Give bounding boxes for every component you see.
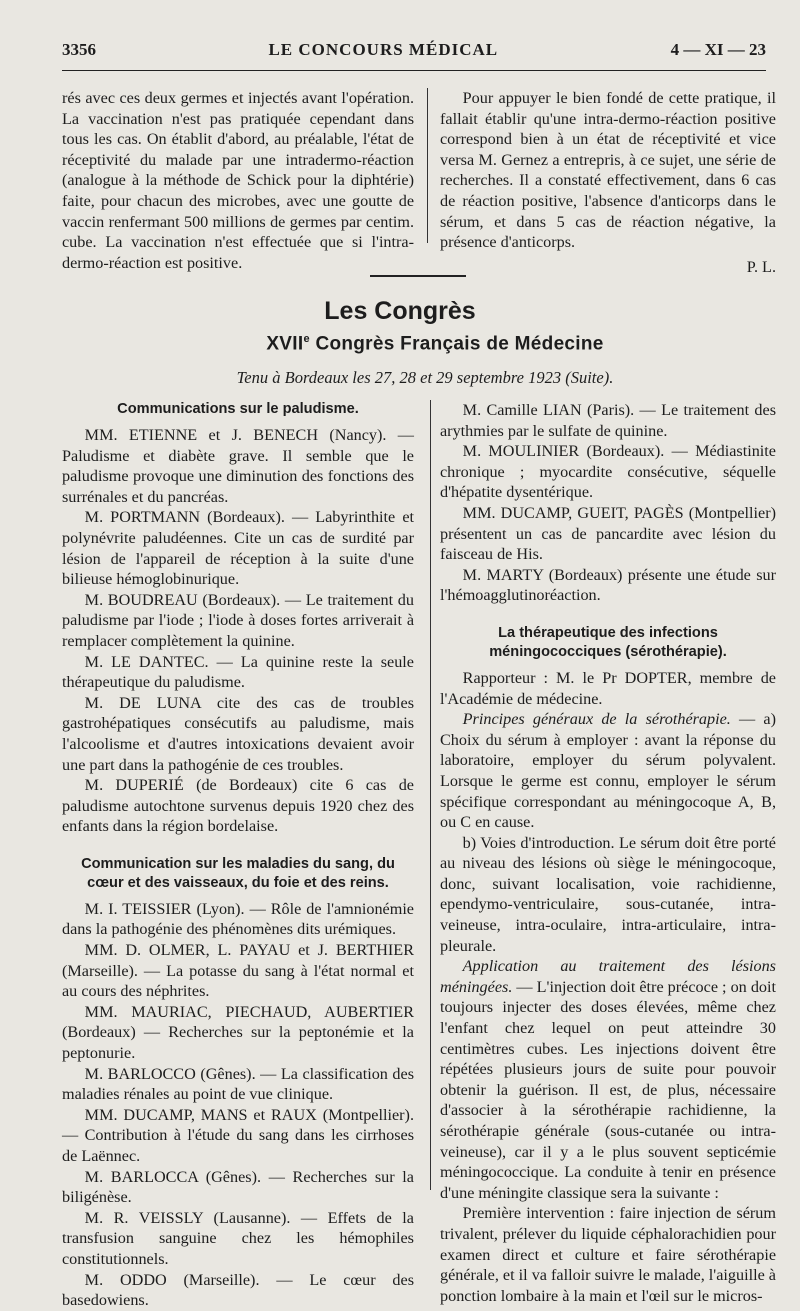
paragraph: M. R. VEISSLY (Lausanne). — Effets de la transfusion sanguine chez les hémophiles constitutionnels.: [62, 1208, 414, 1268]
paragraph: M. MARTY (Bordeaux) présente une étude sur l'hémoagglutinoréaction.: [440, 565, 776, 605]
congress-dates: Tenu à Bordeaux les 27, 28 et 29 septembre 1923 (Suite).: [236, 368, 614, 387]
section-separator: [370, 275, 466, 277]
column-divider: [430, 400, 431, 1190]
paragraph: MM. D. OLMER, L. PAYAU et J. BERTHIER (Marseille). — La potasse du sang à l'état normal et au cours des néphrites.: [62, 941, 414, 1001]
paragraph: Pour appuyer le bien fondé de cette pratique, il fallait établir qu'une intra-dermo-réaction positive correspond bien à un état de réceptivité et vice versa M. Gernez a entrepris, à ce sujet, une série de recherches. Il a constaté effectivement, dans 6 cas de réaction positive, l'absence d'anticorps dans le sérum, et dans 5 cas de réaction négative, la présence d'anticorps.: [440, 89, 776, 252]
paragraph: M. DUPERIÉ (de Bordeaux) cite 6 cas de paludisme autochtone survenus depuis 1920 chez des enfants dans la région bordelaise.: [62, 776, 414, 836]
run-in-heading: Principes généraux de la sérothérapie.: [462, 710, 731, 729]
subsection-heading: Communication sur les maladies du sang, du cœur et des vaisseaux, du foie et des reins.: [81, 855, 395, 891]
page-number: 3356: [62, 40, 96, 59]
page-header: [62, 40, 766, 71]
paragraph: MM. ETIENNE et J. BENECH (Nancy). — Paludisme et diabète grave. Il semble que le paludisme provoque une diminution des fonctions des surrénales et du pancréas.: [62, 426, 414, 506]
paragraph: M. MOULINIER (Bordeaux). — Médiastinite chronique ; myocardite consécutive, séquelle d'hépatite dysentérique.: [440, 442, 776, 502]
column-divider: [427, 88, 428, 243]
main-left-column: [62, 400, 414, 1311]
congress-title: XVIIe Congrès Français de Médecine: [266, 333, 604, 355]
signature: P. L.: [746, 257, 776, 276]
section-title: Les Congrès: [324, 297, 476, 325]
paragraph: Principes généraux de la sérothérapie. — a) Choix du sérum à employer : avant la réponse du laboratoire, employer du sérum polyvalent. Lorsque le germe est connu, employer le sérum spécifique correspondant au méningocoque A, B, ou C en cause.: [440, 710, 777, 832]
journal-title: LE CONCOURS MÉDICAL: [268, 40, 499, 59]
paragraph: rés avec ces deux germes et injectés avant l'opération. La vaccination n'est pas pratiquée cependant dans tous les cas. On établit d'abord, au préalable, l'état de réceptivité du malade par une intradermo-réaction (analogue à la méthode de Schick pour la diphtérie) faite, pour chacun des microbes, avec une goutte de vaccin renfermant 500 millions de germes par centim. cube. La vaccination n'est effectuée que si l'intra-dermo-réaction est positive.: [62, 89, 414, 272]
subsection-heading: Communications sur le paludisme.: [117, 401, 359, 417]
paragraph: M. BOUDREAU (Bordeaux). — Le traitement du paludisme par l'iode ; l'iode à doses fortes arriverait à remplacer complètement la quinine.: [62, 590, 414, 650]
paragraph: M. I. TEISSIER (Lyon). — Rôle de l'amnionémie dans la pathogénie des phénomènes dits urémiques.: [62, 899, 414, 939]
top-left-column: [62, 88, 414, 273]
paragraph: M. BARLOCCO (Gênes). — La classification des maladies rénales au point de vue clinique.: [62, 1064, 414, 1104]
paragraph: M. DE LUNA cite des cas de troubles gastrohépatiques consécutifs au paludisme, mais l'alcoolisme et d'autres intoxications devaient avoir une part dans la pathogénie de ces troubles.: [62, 693, 414, 774]
paragraph: MM. DUCAMP, GUEIT, PAGÈS (Montpellier) présentent un cas de pancardite avec lésion du faisceau de His.: [440, 503, 776, 564]
subsection-heading: La thérapeutique des infections méningococciques (sérothérapie).: [489, 624, 727, 660]
run-in-heading: Application au traitement des lésions méningées.: [440, 957, 776, 996]
paragraph: M. ODDO (Marseille). — Le cœur des basedowiens.: [62, 1270, 414, 1310]
paragraph: M. LE DANTEC. — La quinine reste la seule thérapeutique du paludisme.: [62, 652, 414, 692]
paragraph: b) Voies d'introduction. Le sérum doit être porté au niveau des lésions où siège le méningocoque, donc, suivant localisation, voie rachidienne, ependymo-ventriculaire, sous-cutanée, intra-veineuse, intra-oculaire, intra-articulaire, intra-pleurale.: [440, 833, 776, 955]
paragraph: Première intervention : faire injection de sérum trivalent, prélever du liquide céphalorachidien pour examen direct et culture et faire sérothérapie générale, et il va falloir suivre le malade, l'aiguille à ponction lombaire à la main et l'œil sur le micros-: [440, 1204, 776, 1305]
top-right-column: [440, 88, 776, 277]
paragraph: Rapporteur : M. le Pr DOPTER, membre de l'Académie de médecine.: [440, 668, 776, 708]
paragraph: M. PORTMANN (Bordeaux). — Labyrinthite et polynévrite paludéennes. Cite un cas de surdité par lésion de l'appareil de réception à la suite d'une bilieuse hémoglobinurique.: [62, 508, 414, 589]
paragraph: MM. DUCAMP, MANS et RAUX (Montpellier). — Contribution à l'étude du sang dans les cirrhoses de Laënnec.: [62, 1105, 414, 1165]
paragraph: MM. MAURIAC, PIECHAUD, AUBERTIER (Bordeaux) — Recherches sur la peptonémie et la peptonurie.: [62, 1002, 414, 1063]
issue-date: 4 — XI — 23: [670, 40, 766, 59]
paragraph: M. BARLOCCA (Gênes). — Recherches sur la biligénèse.: [62, 1167, 414, 1207]
paragraph: M. Camille LIAN (Paris). — Le traitement des arythmies par le sulfate de quinine.: [440, 401, 776, 440]
main-right-column: [440, 400, 776, 1306]
paragraph: Application au traitement des lésions méningées. — L'injection doit être précoce ; on doit toujours injecter des doses élevées, même chez l'enfant chez lequel on peut atteindre 30 centimètres cubes. Les injections doivent être répétées plusieurs jours de suite pour pouvoir obtenir la guérison. Il est, de plus, nécessaire d'associer à la sérothérapie rachidienne, la sérothérapie générale (sous-cutanée ou intra-veineuse), car il y a le plus souvent septicémie méningococcique. La conduite à tenir en présence d'une méningite classique sera la suivante :: [440, 957, 777, 1202]
